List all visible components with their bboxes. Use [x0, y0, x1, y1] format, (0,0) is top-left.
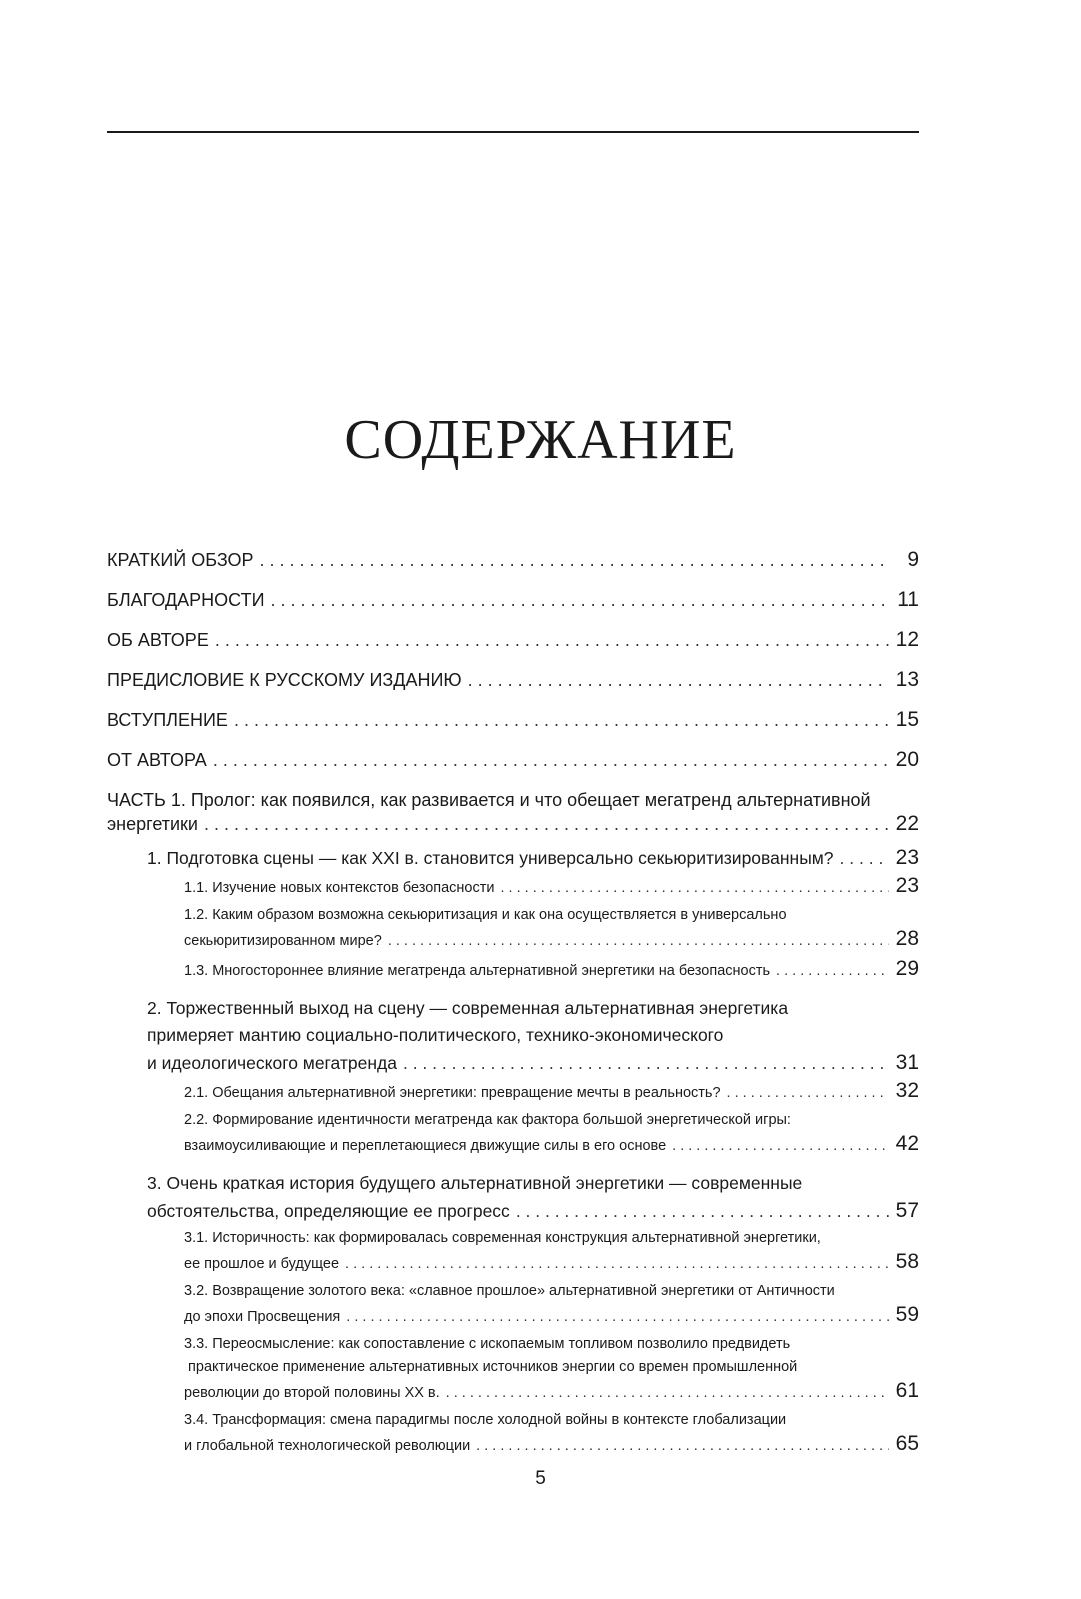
toc-entry-label-line: ЧАСТЬ 1. Пролог: как появился, как развивается и что обещает мегатренд альтернативной [107, 790, 871, 810]
toc-entry-label-line: 1.2. Каким образом возможна секьюритизация и как она осуществляется в универсально [184, 907, 787, 923]
top-rule [107, 131, 919, 133]
leader-dots [727, 1082, 889, 1105]
toc-entry-label-line: до эпохи Просвещения [184, 1309, 341, 1325]
leader-dots [776, 960, 889, 983]
toc-entry-section-1-1[interactable] [107, 874, 919, 900]
leader-dots [215, 628, 889, 652]
toc-page-number: 58 [895, 1250, 919, 1273]
toc-entry-section-3-1[interactable] [107, 1227, 919, 1276]
toc-entry-label-line: 2. Торжественный выход на сцену — современная альтернативная энергетика [147, 998, 789, 1018]
toc-page-number: 31 [895, 1051, 919, 1074]
toc-entry-label-line: и глобальной технологической революции [184, 1438, 471, 1454]
toc-entry-label-line: 2.2. Формирование идентичности мегатренда как фактора большой энергетической игры: [184, 1112, 791, 1128]
leader-dots [213, 748, 889, 772]
leader-dots [271, 588, 889, 612]
toc-entry-label: ОБ АВТОРЕ [107, 630, 209, 650]
leader-dots [204, 812, 889, 836]
toc-page-number: 20 [895, 748, 919, 771]
toc-entry-label: 1. Подготовка сцены — как XXI в. становится универсально секьюритизированным? [147, 848, 834, 868]
toc-entry-label: 2.1. Обещания альтернативной энергетики: превращение мечты в реальность? [184, 1085, 721, 1101]
toc-page-number: 22 [895, 812, 919, 835]
toc-entry-section-1-3[interactable] [107, 957, 919, 983]
toc-entry-label: ОТ АВТОРА [107, 750, 207, 770]
toc-entry-label-line: энергетики [107, 814, 198, 834]
page-title: СОДЕРЖАНИЕ [344, 409, 737, 471]
leader-dots [388, 930, 889, 953]
toc-entry-label: 1.1. Изучение новых контекстов безопасности [184, 880, 495, 896]
leader-dots [672, 1135, 889, 1158]
toc-page-number: 13 [895, 668, 919, 691]
toc-entry-section-3-3[interactable] [107, 1333, 919, 1405]
leader-dots [468, 668, 889, 692]
toc-entry-label-line: 3.2. Возвращение золотого века: «славное прошлое» альтернативной энергетики от Античности [184, 1283, 835, 1299]
toc-entry-russian-preface[interactable] [107, 668, 919, 692]
toc-entry-introduction[interactable] [107, 708, 919, 732]
toc-entry-label-line: секьюритизированном мире? [184, 933, 382, 949]
toc-page-number: 12 [895, 628, 919, 651]
toc-entry-acknowledgements[interactable] [107, 588, 919, 612]
table-of-contents [107, 548, 919, 1462]
toc-entry-section-2-1[interactable] [107, 1079, 919, 1105]
toc-entry-label-line: 3. Очень краткая история будущего альтернативной энергетики — современные [147, 1173, 803, 1193]
toc-entry-label-line: революции до второй половины XX в. [184, 1385, 440, 1401]
toc-page-number: 42 [895, 1132, 919, 1155]
toc-entry-section-2-2[interactable] [107, 1109, 919, 1158]
toc-page-number: 23 [895, 846, 919, 869]
leader-dots [516, 1198, 889, 1225]
toc-entry-label-line: ее прошлое и будущее [184, 1256, 340, 1272]
toc-entry-chapter-2[interactable] [107, 995, 919, 1077]
toc-page-number: 59 [895, 1303, 919, 1326]
toc-entry-label-line: и идеологического мегатренда [147, 1053, 397, 1073]
toc-entry-label-line: 3.1. Историчность: как формировалась современная конструкция альтернативной энергетики, [184, 1230, 821, 1246]
leader-dots [346, 1306, 889, 1329]
toc-page-number: 61 [895, 1379, 919, 1402]
toc-page-number: 32 [895, 1079, 919, 1102]
toc-entry-label-line: взаимоусиливающие и переплетающиеся движущие силы в его основе [184, 1138, 667, 1154]
toc-entry-label-line: практическое применение альтернативных источников энергии со времен промышленной [184, 1359, 798, 1375]
toc-page-number: 29 [895, 957, 919, 980]
toc-entry-chapter-3[interactable] [107, 1170, 919, 1225]
toc-entry-about-author[interactable] [107, 628, 919, 652]
leader-dots [500, 877, 889, 900]
leader-dots [840, 845, 889, 872]
toc-page-number: 11 [897, 588, 919, 611]
toc-page-number: 65 [895, 1432, 919, 1455]
toc-entry-label: ВСТУПЛЕНИЕ [107, 710, 228, 730]
toc-entry-chapter-1[interactable] [107, 844, 919, 872]
toc-page-number: 15 [895, 708, 919, 731]
toc-entry-section-1-2[interactable] [107, 904, 919, 953]
toc-entry-section-3-2[interactable] [107, 1280, 919, 1329]
toc-entry-label: ПРЕДИСЛОВИЕ К РУССКОМУ ИЗДАНИЮ [107, 670, 462, 690]
toc-entry-label-line: обстоятельства, определяющие ее прогресс [147, 1201, 510, 1221]
toc-entry-label: 1.3. Многостороннее влияние мегатренда альтернативной энергетики на безопасность [184, 963, 771, 979]
leader-dots [234, 708, 889, 732]
leader-dots [260, 548, 889, 572]
page-number: 5 [535, 1468, 546, 1489]
toc-entry-label-line: примеряет мантию социально-политического, технико-экономического [147, 1025, 724, 1045]
toc-page-number: 9 [907, 548, 919, 571]
toc-page-number: 23 [895, 874, 919, 897]
leader-dots [476, 1435, 889, 1458]
toc-entry-label: КРАТКИЙ ОБЗОР [107, 550, 254, 570]
toc-entry-from-author[interactable] [107, 748, 919, 772]
toc-entry-section-3-4[interactable] [107, 1409, 919, 1458]
leader-dots [446, 1382, 889, 1405]
toc-page-number: 28 [895, 927, 919, 950]
leader-dots [345, 1253, 889, 1276]
toc-entry-label: БЛАГОДАРНОСТИ [107, 590, 265, 610]
toc-page-number: 57 [895, 1199, 919, 1222]
toc-entry-part-1[interactable] [107, 788, 919, 836]
toc-entry-summary[interactable] [107, 548, 919, 572]
toc-entry-label-line: 3.4. Трансформация: смена парадигмы после холодной войны в контексте глобализации [184, 1412, 787, 1428]
toc-entry-label-line: 3.3. Переосмысление: как сопоставление с ископаемым топливом позволило предвидеть [184, 1336, 791, 1352]
leader-dots [403, 1050, 889, 1077]
